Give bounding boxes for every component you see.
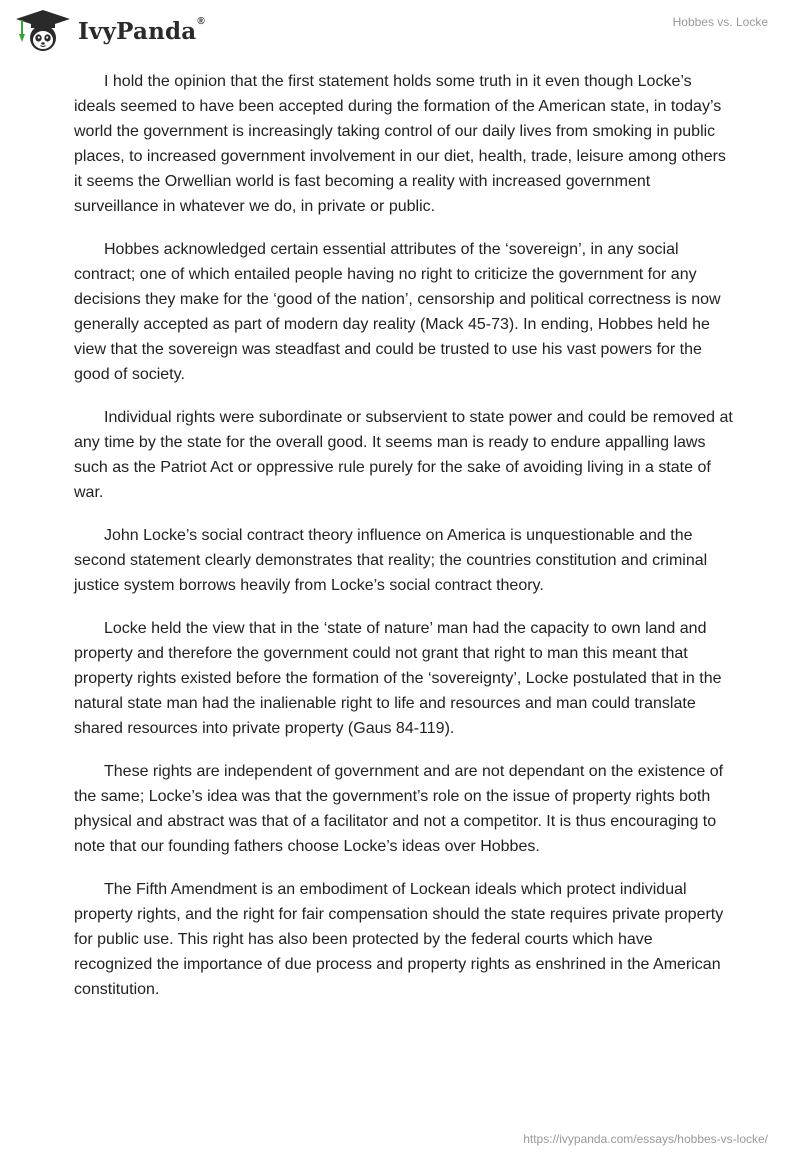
paragraph: John Locke’s social contract theory influence on America is unquestionable and the second statement clearly demonstrates that reality; the countries constitution and criminal justice system borrows heavily from Locke’s social contract theory.: [74, 527, 708, 594]
registered-mark: ®: [197, 15, 205, 27]
paragraph: The Fifth Amendment is an embodiment of Lockean ideals which protect individual property rights, and the right for fair compensation should the state requires private property for public use. This right has also been protected by the federal courts which have recognized the importance of due process and property rights as enshrined in the American constitution.: [74, 881, 724, 998]
page-header: [0, 0, 800, 60]
paragraph: Hobbes acknowledged certain essential attributes of the ‘sovereign’, in any social contract; one of which entailed people having no right to criticize the government for any decisions they make for the ‘good of the nation’, censorship and political correctness is now generally accepted as part of modern day reality (Mack 45-73). In ending, Hobbes held he view that the sovereign was steadfast and could be trusted to use his vast powers for the good of society.: [74, 241, 721, 383]
paragraph: These rights are independent of government and are not dependant on the existence of the same; Locke’s idea was that the government’s role on the issue of property rights both physical and abstract was that of a facilitator and not a competitor. It is thus encouraging to note that our founding fathers choose Locke’s ideas over Hobbes.: [74, 763, 724, 855]
source-url-link[interactable]: https://ivypanda.com/essays/hobbes-vs-locke/: [523, 1132, 768, 1146]
paragraph: Locke held the view that in the ‘state of nature’ man had the capacity to own land and property and therefore the government could not grant that right to man this meant that property rights existed before the formation of the ‘sovereignty’, Locke postulated that in the natural state man had the inalienable right to life and resources and man could translate shared resources into private property (Gaus 84-119).: [74, 620, 722, 737]
paragraph: Individual rights were subordinate or subservient to state power and could be removed at any time by the state for the overall good. It seems man is ready to endure appalling laws such as the Patriot Act or oppressive rule purely for the sake of avoiding living in a state of war.: [74, 409, 733, 501]
essay-body: [74, 69, 734, 1020]
brand-name-text: IvyPanda: [78, 17, 197, 45]
document-title: Hobbes vs. Locke: [672, 15, 768, 29]
brand-name: [78, 15, 205, 45]
brand-logo[interactable]: [14, 8, 205, 52]
paragraph: I hold the opinion that the first statement holds some truth in it even though Locke’s ideals seemed to have been accepted during the formation of the American state, in today’s world the government is increasingly taking control of our daily lives from smoking in public places, to increased government involvement in our diet, health, trade, leisure among others it seems the Orwellian world is fast becoming a reality with increased government surveillance in whatever we do, in private or public.: [74, 73, 726, 215]
panda-graduate-icon: [14, 8, 72, 52]
